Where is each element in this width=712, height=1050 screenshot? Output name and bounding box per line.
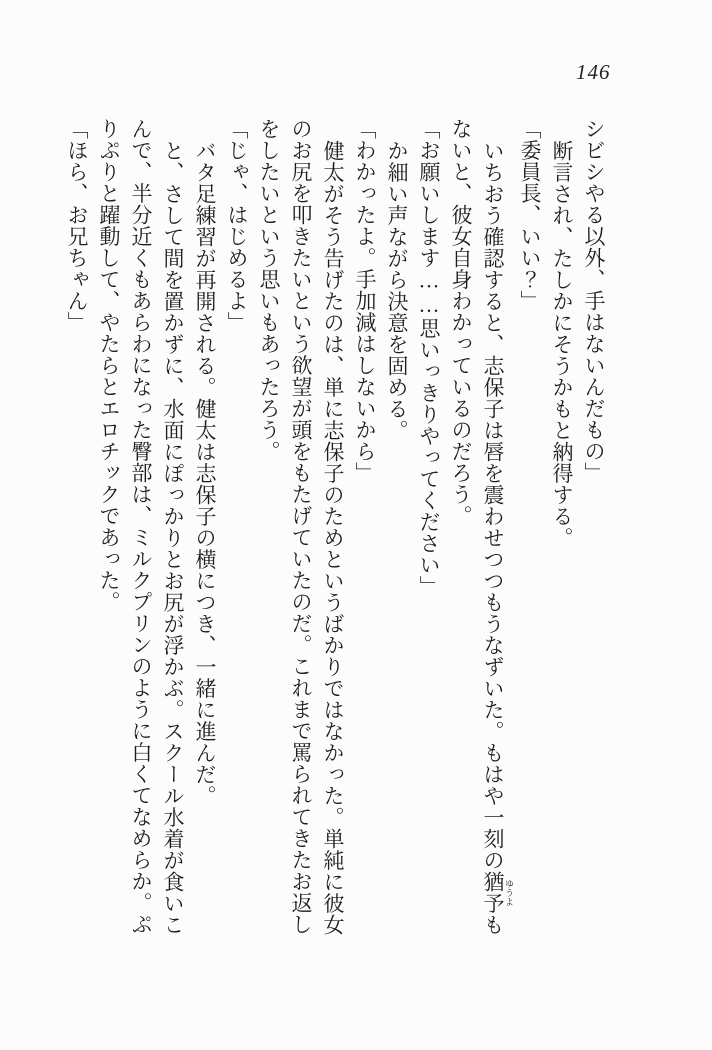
text-line: 「わかったよ。手加減はしないから」 [353, 118, 377, 484]
text-line: 「お願いします……思いっきりやってください」 [417, 118, 441, 597]
text-line: か細い声ながら決意を固める。 [385, 140, 409, 441]
text-line: バタ足練習が再開される。健太は志保子の横につき、一緒に進んだ。 [193, 140, 217, 807]
text-line: 「ほら、お兄ちゃん」 [65, 118, 89, 333]
text-line: んで、半分近くもあらわになった臀部は、ミルクプリンのように白くてなめらか。ぷ [129, 118, 153, 935]
text-line: シビシやる以外、手はないんだもの」 [582, 118, 606, 484]
text-line: ないと、彼女自身わかっているのだろう。 [449, 118, 473, 527]
text-line: をしたいという思いもあったろう。 [257, 118, 281, 462]
text-line: りぷりと躍動して、やたらとエロチックであった。 [97, 118, 121, 613]
text-line: のお尻を叩きたいという欲望が頭をもたげていたのだ。これまで罵られてきたお返し [289, 118, 313, 935]
text-line: 断言され、たしかにそうかもと納得する。 [550, 140, 574, 549]
page-number: 146 [576, 60, 611, 84]
furigana-ruby: 猶予 ゆうよ [481, 871, 514, 914]
text-line: と、さして間を置かずに、水面にぽっかりとお尻が浮かぶ。スクール水着が食いこ [161, 140, 185, 936]
text-line: 「じゃ、はじめるよ」 [225, 118, 249, 333]
text-line: 「委員長、いい？」 [518, 118, 542, 312]
text-line: いちおう確認すると、志保子は唇を震わせつつもうなずいた。もはや一刻の猶予 ゆうよも [481, 140, 514, 936]
text-line: 健太がそう告げたのは、単に志保子のためというばかりではなかった。単純に彼女 [321, 140, 345, 936]
text-block [66, 118, 610, 938]
